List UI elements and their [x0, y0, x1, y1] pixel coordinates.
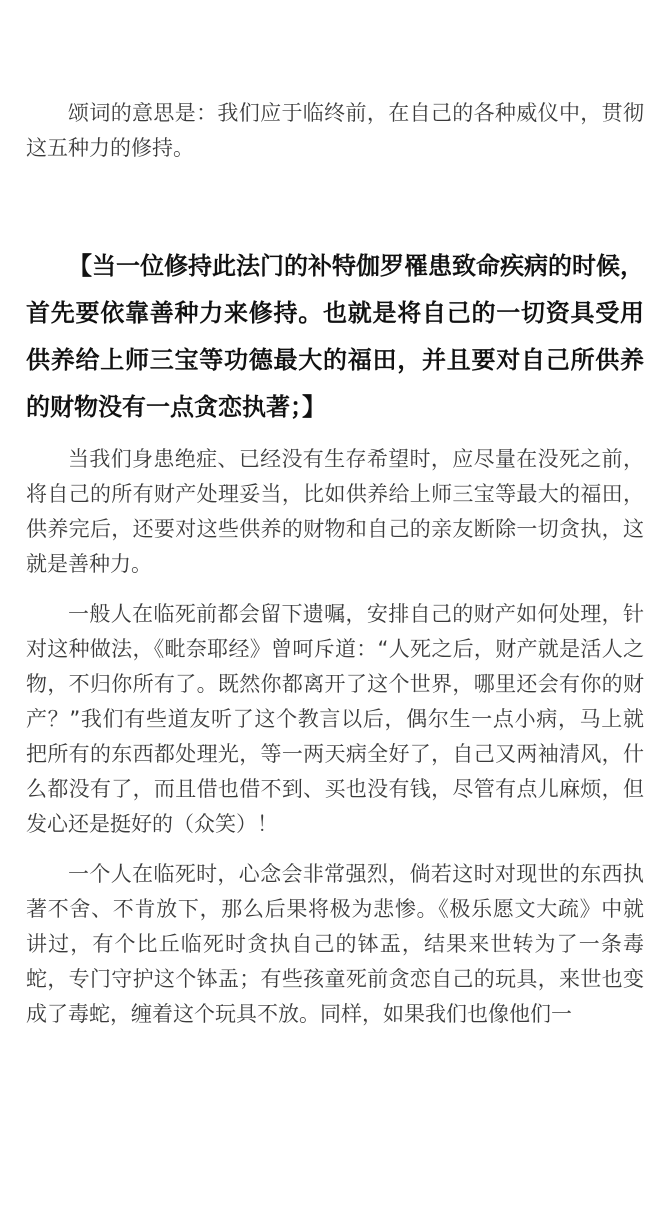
paragraph-good-seed-power: 当我们身患绝症、已经没有生存希望时，应尽量在没死之前，将自己的所有财产处理妥当，比如供养给上师三宝等最大的福田，供养完后，还要对这些供养的财物和自己的亲友断除一切贪执，这就是善种力。	[26, 447, 644, 576]
paragraph-attachment-at-death: 一个人在临死时，心念会非常强烈，倘若这时对现世的东西执著不舍、不肯放下，那么后果将极为悲惨。《极乐愿文大疏》中就讲过，有个比丘临死时贪执自己的钵盂，结果来世转为了一条毒蛇，专门守护这个钵盂；有些孩童死前贪恋自己的玩具，来世也变成了毒蛇，缠着这个玩具不放。同样，如果我们也像他们一	[26, 862, 644, 1026]
paragraph-verse-meaning: 颂词的意思是：我们应于临终前，在自己的各种威仪中，贯彻这五种力的修持。	[26, 101, 644, 160]
paragraph-will-and-vinaya: 一般人在临死前都会留下遗嘱，安排自己的财产如何处理，针对这种做法，《毗奈耶经》曾呵斥道：“人死之后，财产就是活人之物，不归你所有了。既然你都离开了这个世界，哪里还会有你的财产？”我们有些道友听了这个教言以后，偶尔生一点小病，马上就把所有的东西都处理光，等一两天病全好了，自己又两袖清风，什么都没有了，而且借也借不到、买也没有钱，尽管有点儿麻烦，但发心还是挺好的（众笑）！	[26, 602, 644, 836]
root-text-quote: 【当一位修持此法门的补特伽罗罹患致命疾病的时候，首先要依靠善种力来修持。也就是将自己的一切资具受用供养给上师三宝等功德最大的福田，并且要对自己所供养的财物没有一点贪恋执著；】	[26, 251, 644, 421]
